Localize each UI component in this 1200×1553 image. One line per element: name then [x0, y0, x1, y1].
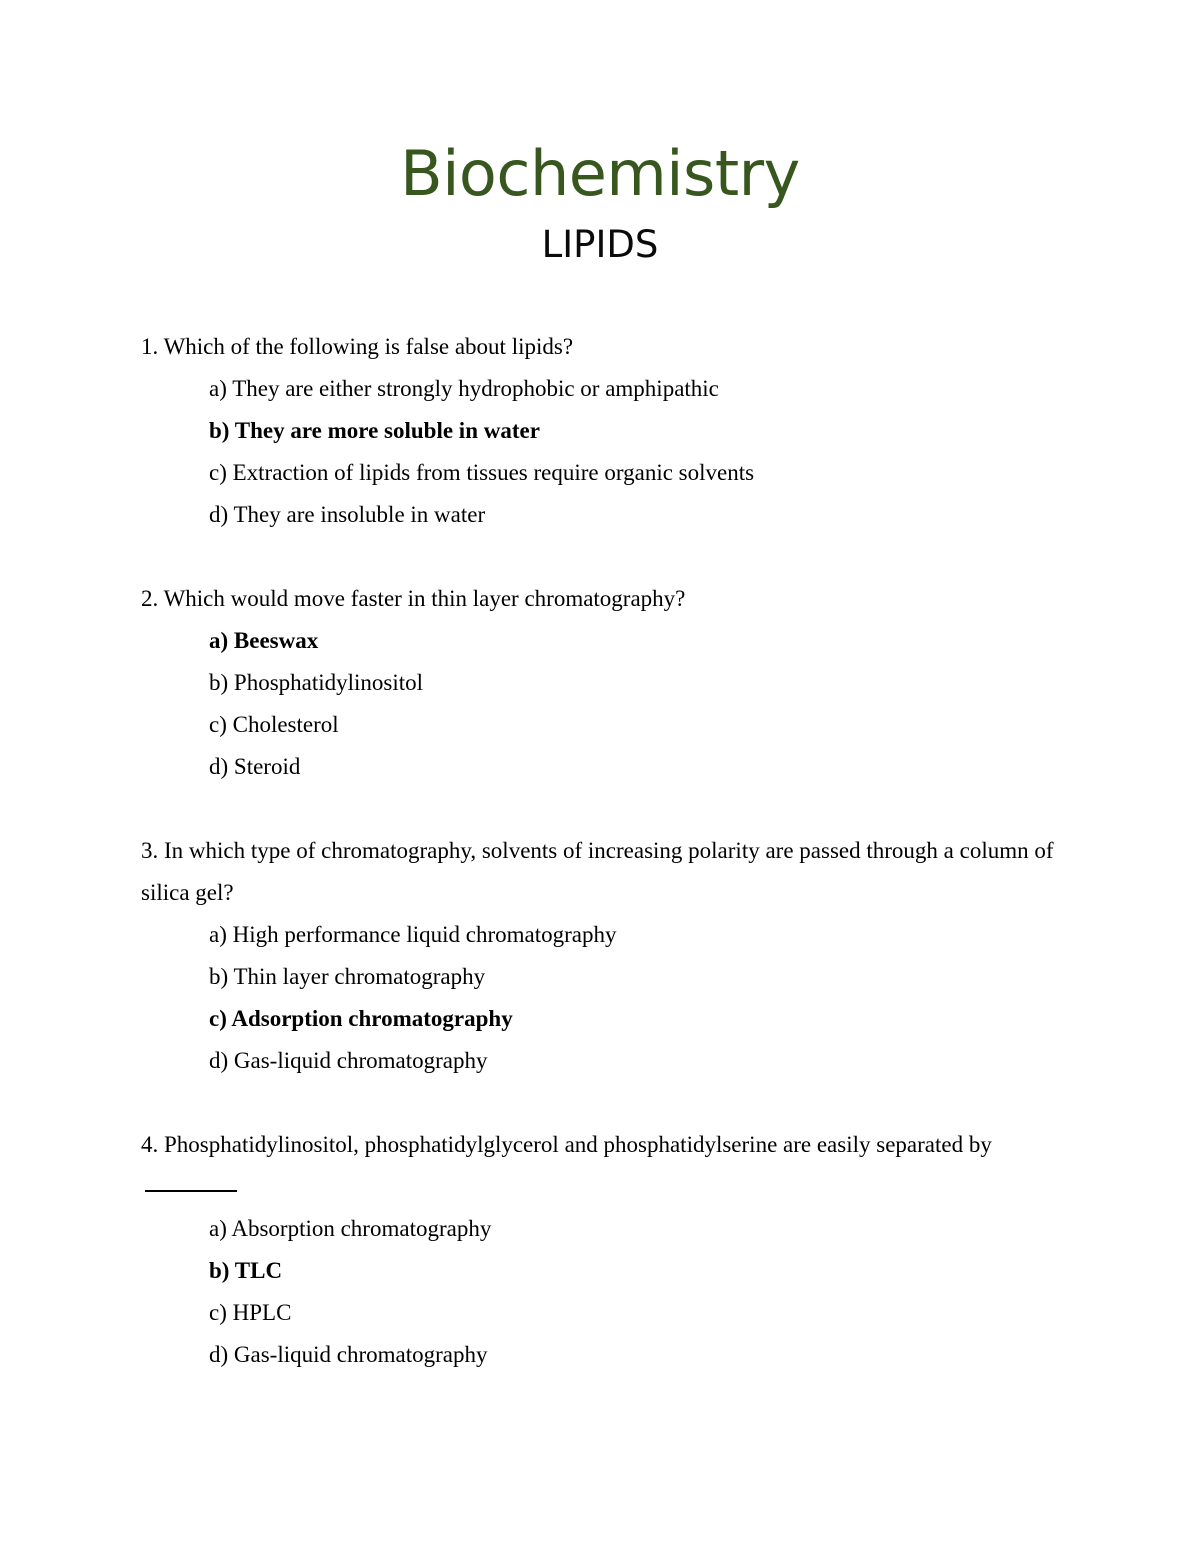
option-item[interactable]: b) Thin layer chromatography: [209, 964, 486, 989]
question-block: [141, 578, 1059, 788]
question-block: [141, 326, 1059, 536]
page-subtitle: LIPIDS: [541, 223, 659, 266]
question-label: 4. Phosphatidylinositol, phosphatidylglycerol and phosphatidylserine are easily separated by: [141, 1132, 992, 1157]
question-block: [141, 830, 1059, 1082]
option-item[interactable]: d) Gas-liquid chromatography: [209, 1342, 488, 1367]
option-item[interactable]: a) High performance liquid chromatography: [209, 922, 617, 947]
question-text: [141, 326, 1059, 368]
option-item[interactable]: a) They are either strongly hydrophobic or amphipathic: [209, 376, 719, 401]
option-item[interactable]: c) HPLC: [209, 1300, 292, 1325]
option-list: [141, 620, 1059, 788]
option-item[interactable]: d) Gas-liquid chromatography: [209, 1048, 488, 1073]
option-item[interactable]: c) Cholesterol: [209, 712, 339, 737]
option-item[interactable]: c) Extraction of lipids from tissues require organic solvents: [209, 460, 755, 485]
option-item-correct[interactable]: c) Adsorption chromatography: [209, 1006, 513, 1031]
question-text: [141, 1124, 1059, 1208]
option-item-correct[interactable]: b) They are more soluble in water: [209, 418, 540, 443]
question-block: [141, 1124, 1059, 1376]
option-item[interactable]: a) Absorption chromatography: [209, 1216, 492, 1241]
option-item-correct[interactable]: b) TLC: [209, 1258, 283, 1283]
question-label: 2. Which would move faster in thin layer chromatography?: [141, 586, 686, 611]
option-item-correct[interactable]: a) Beeswax: [209, 628, 319, 653]
option-list: [141, 1208, 1059, 1376]
option-list: [141, 368, 1059, 536]
fill-in-blank[interactable]: [145, 1190, 237, 1192]
question-text: [141, 830, 1059, 914]
question-label: 1. Which of the following is false about lipids?: [141, 334, 574, 359]
question-list: [141, 268, 1059, 1376]
question-text: [141, 578, 1059, 620]
option-item[interactable]: d) They are insoluble in water: [209, 502, 486, 527]
option-item[interactable]: d) Steroid: [209, 754, 301, 779]
question-label: 3. In which type of chromatography, solvents of increasing polarity are passed through a column of silica gel?: [141, 838, 1054, 905]
option-list: [141, 914, 1059, 1082]
page-title: Biochemistry: [400, 137, 800, 210]
option-item[interactable]: b) Phosphatidylinositol: [209, 670, 424, 695]
